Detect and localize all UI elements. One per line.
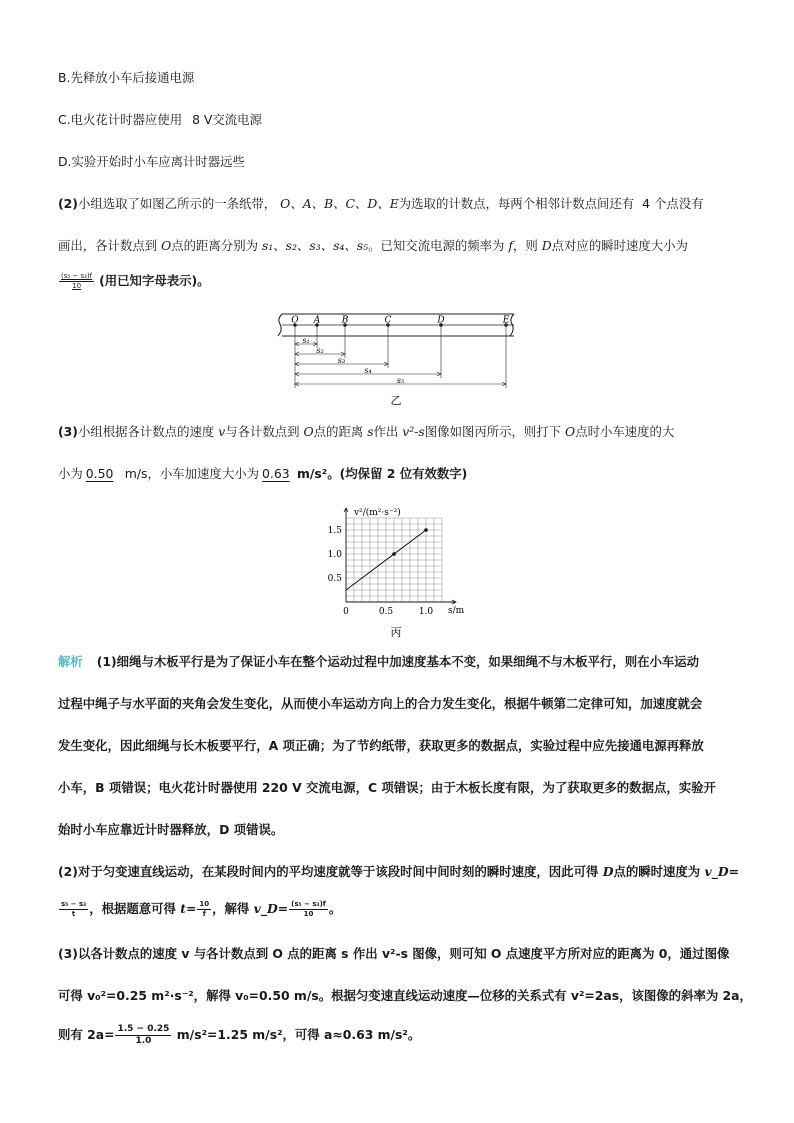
analysis-p1-l3: 发生变化，因此细绳与长木板要平行，A 项正确；为了节约纸带，获取更多的数据点，实验过程中应先接通电源再释放 bbox=[58, 738, 704, 753]
q2-line-3 bbox=[58, 272, 210, 291]
q3-text-7: 小为 bbox=[58, 466, 83, 481]
analysis-p3-text-1: 则有 2a= bbox=[58, 1027, 115, 1042]
p3-frac-den: 1.0 bbox=[135, 1036, 152, 1046]
chart-y-tick: 1.0 bbox=[327, 550, 342, 560]
analysis-p2-text-4: ，解得 bbox=[212, 901, 250, 916]
tape-label-B: B bbox=[341, 315, 349, 326]
q3-line-1 bbox=[58, 424, 674, 440]
chart-data-point bbox=[392, 552, 396, 556]
q2-text-7: ，则 bbox=[512, 238, 538, 253]
chart-x-tick: 0.5 bbox=[378, 607, 394, 617]
analysis-p1-l2: 过程中绳子与水平面的夹角会发生变化，从而使小车运动方向上的合力发生变化，根据牛顿第二定律可知，加速度就会 bbox=[58, 696, 703, 711]
q3-text-3: 点的距离 bbox=[313, 424, 364, 439]
q2-text-8: 点对应的瞬时速度大小为 bbox=[551, 238, 688, 253]
tape-label-O: O bbox=[291, 315, 299, 326]
analysis-p1-l1: (1)细绳与木板平行是为了保证小车在整个运动过程中加速度基本不变，如果细绳不与木板平行，则在小车运动 bbox=[96, 654, 700, 669]
option-b: B.先释放小车后接通电源 bbox=[58, 70, 195, 85]
analysis-p1-l5: 始时小车应靠近计时器释放，D 项错误。 bbox=[58, 822, 284, 837]
analysis-p2-d: D bbox=[602, 864, 614, 879]
analysis-p3-frac bbox=[115, 1024, 171, 1047]
q2-point-o: O bbox=[161, 238, 172, 253]
chart-y-label: v²/(m²·s⁻²) bbox=[354, 508, 401, 518]
q2-answer-note: (用已知字母表示)。 bbox=[99, 273, 210, 288]
q2-answer-numerator: (s₅ − s₃)f bbox=[61, 272, 93, 280]
analysis-line-1 bbox=[58, 654, 699, 670]
tape-dim-s₁: s₁ bbox=[302, 336, 310, 345]
q2-number: (2) bbox=[58, 196, 78, 211]
tape-dim-s₂: s₂ bbox=[316, 346, 324, 355]
tape-label-E: E bbox=[502, 315, 510, 326]
analysis-p3-l3 bbox=[58, 1024, 420, 1047]
q3-v: v bbox=[218, 424, 226, 439]
q2-points: O、A、B、C、D、E bbox=[280, 196, 399, 211]
tape-label-C: C bbox=[384, 315, 392, 326]
q2-count: 4 bbox=[642, 196, 651, 211]
frac-3-num: (s₅ − s₃)f bbox=[291, 900, 326, 908]
paper-tape-figure bbox=[270, 308, 520, 408]
q2-text-1: 小组选取了如图乙所示的一条纸带， bbox=[77, 196, 277, 211]
analysis-p2-end: 。 bbox=[328, 901, 342, 916]
frac-1-num: s₅ − s₃ bbox=[61, 900, 87, 908]
tape-dim-s₃: s₃ bbox=[337, 356, 346, 365]
q2-text-4: 画出，各计数点到 bbox=[58, 238, 158, 253]
q3-o-2: O bbox=[565, 424, 576, 439]
tape-dim-s₄: s₄ bbox=[364, 366, 372, 375]
analysis-p2-vd: v_D= bbox=[704, 864, 740, 879]
q3-answer-1: 0.50 bbox=[85, 466, 114, 481]
q3-text-6: 点时小车速度的大 bbox=[575, 424, 675, 439]
analysis-p2-vd-2: v_D= bbox=[253, 901, 289, 916]
q3-s: s bbox=[367, 424, 374, 439]
p3-frac-num: 1.5 − 0.25 bbox=[117, 1024, 170, 1034]
q3-text-8: m/s，小车加速度大小为 bbox=[124, 466, 259, 481]
frac-2-den: f bbox=[202, 910, 206, 918]
analysis-p2-text-3: ，根据题意可得 bbox=[89, 901, 176, 916]
option-c-val: 8 V bbox=[192, 112, 213, 127]
v2-s-chart bbox=[318, 502, 488, 642]
q3-line-2 bbox=[58, 466, 467, 482]
chart-caption: 丙 bbox=[390, 626, 402, 639]
chart-y-tick: 1.5 bbox=[327, 526, 342, 536]
analysis-p2-text-1: (2)对于匀变速直线运动，在某段时间内的平均速度就等于该段时间中间时刻的瞬时速度，因此可得 bbox=[58, 864, 599, 879]
paper-tape-caption: 乙 bbox=[390, 394, 402, 407]
option-c-pre: C.电火花计时器应使用 bbox=[58, 112, 183, 127]
chart-x-tick: 0 bbox=[343, 607, 349, 617]
option-c-post: 交流电源 bbox=[212, 112, 262, 127]
tape-label-A: A bbox=[313, 315, 321, 326]
analysis-p3-text-2: m/s²=1.25 m/s²，可得 a≈0.63 m/s²。 bbox=[176, 1027, 421, 1042]
option-d: D.实验开始时小车应离计时器远些 bbox=[58, 154, 245, 169]
chart-x-label: s/m bbox=[448, 606, 465, 616]
analysis-p2-l2 bbox=[58, 900, 341, 919]
q3-o: O bbox=[303, 424, 314, 439]
chart-data-point bbox=[424, 528, 428, 532]
q3-text-4: 作出 bbox=[373, 424, 399, 439]
q3-text-9: m/s²。(均保留 2 位有效数字) bbox=[297, 466, 468, 481]
q2-line-2 bbox=[58, 238, 688, 254]
q3-answer-2: 0.63 bbox=[262, 466, 290, 481]
option-c bbox=[58, 112, 262, 128]
analysis-p1-l4: 小车，B 项错误；电火花计时器使用 220 V 交流电源，C 项错误；由于木板长度有限，为了获取更多的数据点，实验开 bbox=[58, 780, 716, 795]
q2-text-6: 。已知交流电源的频率为 bbox=[368, 238, 505, 253]
q2-distances: s₁、s₂、s₃、s₄、s₅ bbox=[261, 238, 369, 253]
analysis-tag: 解析 bbox=[58, 654, 83, 669]
q2-answer-fraction bbox=[59, 272, 94, 291]
frac-3-den: 10 bbox=[303, 910, 314, 918]
analysis-p2-l1 bbox=[58, 864, 739, 880]
tape-dim-s₅: s₅ bbox=[396, 376, 405, 385]
analysis-p2-frac-2 bbox=[197, 900, 211, 919]
analysis-p2-frac-1 bbox=[59, 900, 88, 919]
q2-answer-denominator: 10 bbox=[72, 282, 82, 290]
frac-2-num: 10 bbox=[199, 900, 210, 908]
analysis-p2-text-2: 点的瞬时速度为 bbox=[613, 864, 701, 879]
q2-line-1 bbox=[58, 196, 704, 212]
frac-1-den: t bbox=[71, 910, 76, 918]
q2-text-3: 个点没有 bbox=[654, 196, 704, 211]
chart-y-tick: 0.5 bbox=[327, 574, 342, 584]
q2-freq: f bbox=[508, 238, 513, 253]
q3-number: (3) bbox=[58, 424, 78, 439]
chart-x-tick: 1.0 bbox=[418, 607, 434, 617]
q3-text-5: 图像如图丙所示，则打下 bbox=[424, 424, 562, 439]
analysis-p2-t: t= bbox=[180, 901, 197, 916]
q2-point-d: D bbox=[541, 238, 552, 253]
analysis-p2-frac-3 bbox=[289, 900, 328, 919]
tape-label-D: D bbox=[437, 315, 445, 326]
analysis-p3-l2: 可得 v₀²=0.25 m²·s⁻²，解得 v₀=0.50 m/s。根据匀变速直线运动速度—位移的关系式有 v²=2as，该图像的斜率为 2a， bbox=[58, 988, 752, 1003]
q3-v2s: v²-s bbox=[402, 424, 425, 439]
q3-text-2: 与各计数点到 bbox=[225, 424, 300, 439]
q2-text-2: 为选取的计数点，每两个相邻计数点间还有 bbox=[398, 196, 635, 211]
analysis-p3-l1: (3)以各计数点的速度 v 与各计数点到 O 点的距离 s 作出 v²-s 图像，则可知 O 点速度平方所对应的距离为 0，通过图像 bbox=[58, 946, 730, 961]
q3-text-1: 小组根据各计数点的速度 bbox=[77, 424, 215, 439]
q2-text-5: 点的距离分别为 bbox=[171, 238, 258, 253]
